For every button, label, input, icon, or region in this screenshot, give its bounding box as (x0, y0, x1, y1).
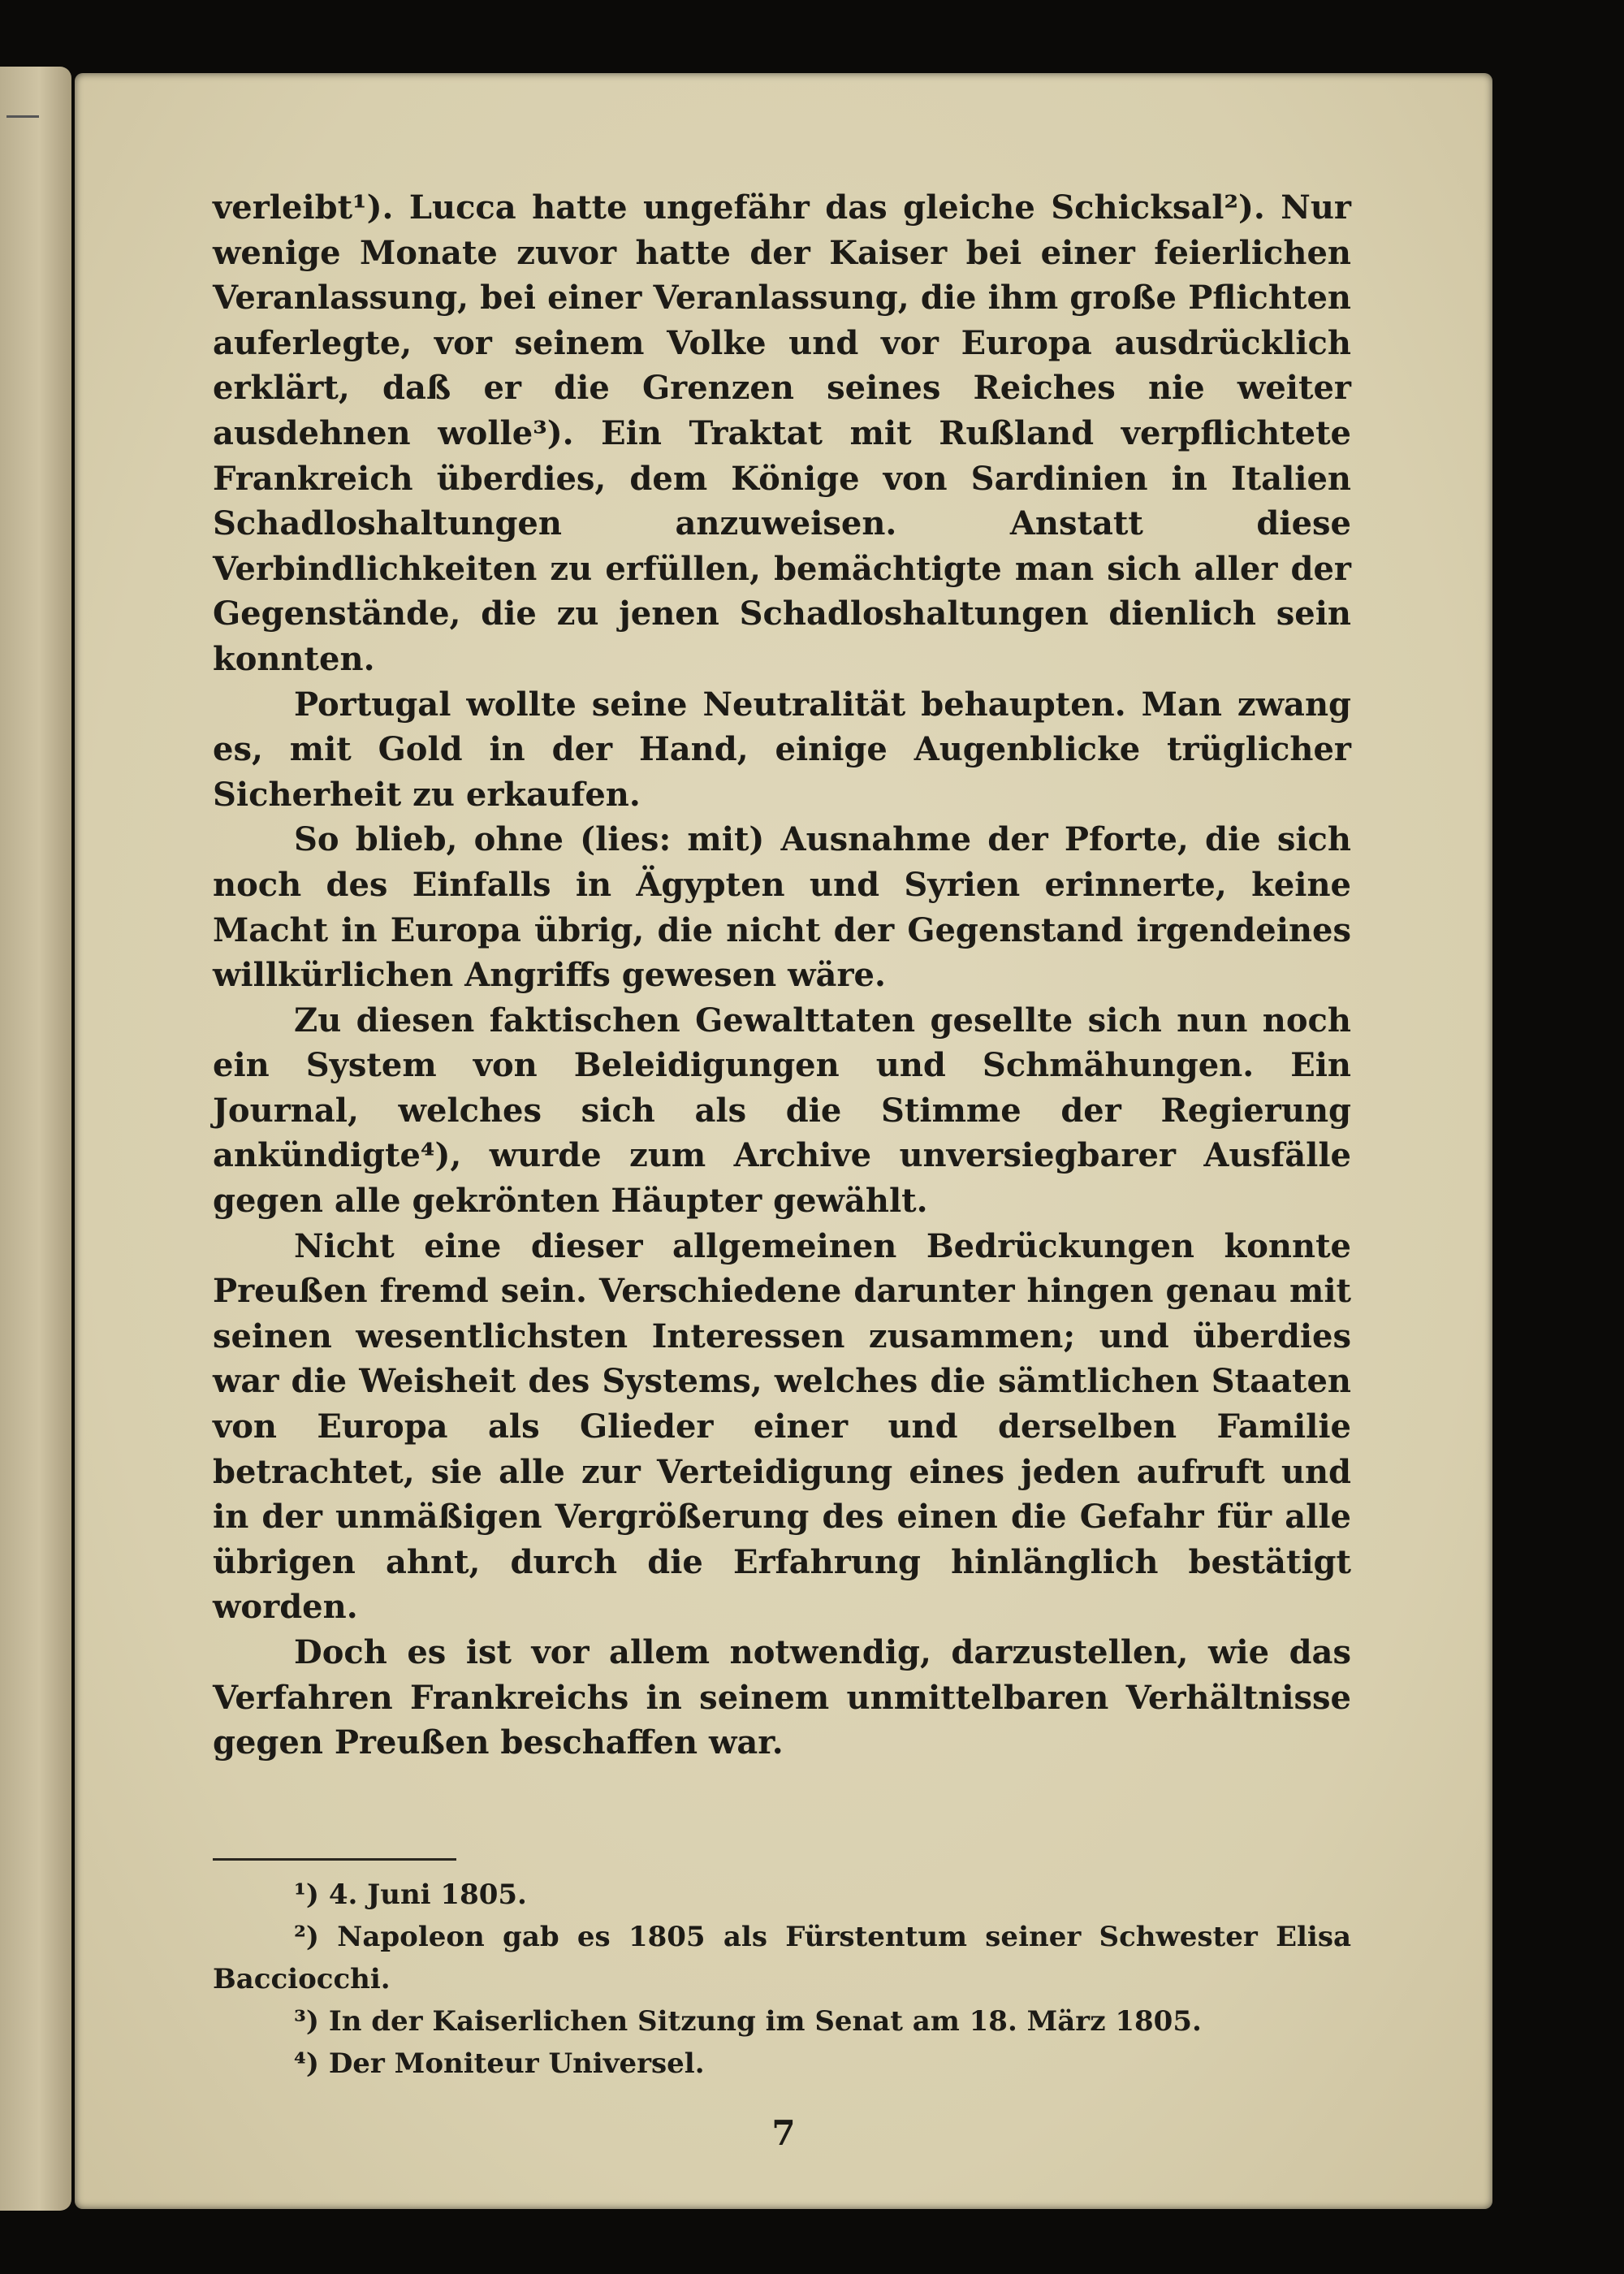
footnote-rule (213, 1858, 456, 1861)
paragraph-portugal: Portugal wollte seine Neutralität behaupten. Man zwang es, mit Gold in der Hand, einige Augenblicke trüglicher Sicherheit zu erkaufen. (213, 685, 1351, 814)
main-text (213, 185, 1351, 1766)
footnotes (213, 1858, 1351, 2085)
paragraph-continuation: verleibt¹). Lucca hatte ungefähr das gleiche Schicksal²). Nur wenige Monate zuvor hatte der Kaiser bei einer feierlichen Veranlassung, bei einer Veranlassung, die ihm große Pflichten auferlegte, vor seinem Volke und vor Europa ausdrücklich erklärt, daß er die Grenzen seines Reiches nie weiter ausdehnen wolle³). Ein Traktat mit Rußland verpflichtete Frankreich überdies, dem Könige von Sardinien in Italien Schadloshaltungen anzuweisen. Anstatt diese Verbindlichkeiten zu erfüllen, bemächtigte man sich aller der Gegenstände, die zu jenen Schadloshaltungen dienlich sein konnten. (213, 188, 1351, 678)
footnote-2: ²) Napoleon gab es 1805 als Fürstentum seiner Schwester Elisa Bacciocchi. (213, 1921, 1351, 1995)
adjacent-page-edge (0, 67, 71, 2211)
footnote-4: ⁴) Der Moniteur Universel. (294, 2047, 705, 2080)
footnote-3: ³) In der Kaiserlichen Sitzung im Senat am 18. März 1805. (294, 2005, 1202, 2038)
book-page (75, 73, 1492, 2209)
paragraph-gewalttaten: Zu diesen faktischen Gewalttaten gesellte sich nun noch ein System von Beleidigungen und Schmähungen. Ein Journal, welches sich als die Stimme der Regierung ankündigte⁴), wurde zum Archive unversiegbarer Ausfälle gegen alle gekrönten Häupter gewählt. (213, 1001, 1351, 1221)
paragraph-ausnahme: So blieb, ohne (lies: mit) Ausnahme der Pforte, die sich noch des Einfalls in Ägypten und Syrien erinnerte, keine Macht in Europa übrig, die nicht der Gegenstand irgendeines willkürlichen Angriffs gewesen wäre. (213, 820, 1351, 995)
page-number: 7 (771, 2113, 796, 2153)
paragraph-preussen: Nicht eine dieser allgemeinen Bedrückungen konnte Preußen fremd sein. Verschiedene darunter hingen genau mit seinen wesentlichsten Interessen zusammen; und überdies war die Weisheit des Systems, welches die sämtlichen Staaten von Europa als Glieder einer und derselben Familie betrachtet, sie alle zur Verteidigung eines jeden aufruft und in der unmäßigen Vergrößerung des einen die Gefahr für alle übrigen ahnt, durch die Erfahrung hinlänglich bestätigt worden. (213, 1226, 1351, 1627)
paragraph-verfahren: Doch es ist vor allem notwendig, darzustellen, wie das Verfahren Frankreichs in seinem unmittelbaren Verhältnisse gegen Preußen beschaffen war. (213, 1633, 1351, 1762)
footnote-1: ¹) 4. Juni 1805. (294, 1878, 527, 1911)
page-edge-mark (6, 115, 39, 118)
